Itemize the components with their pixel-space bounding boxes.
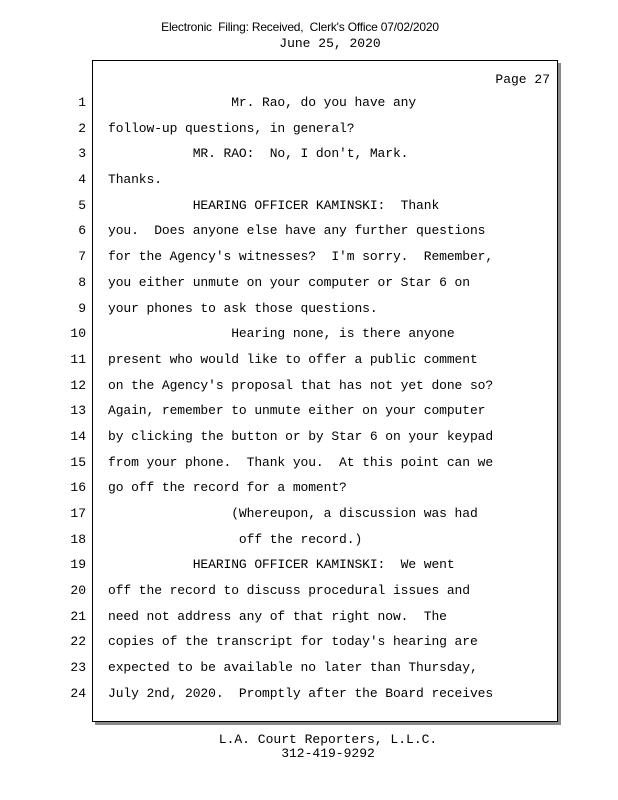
line-number: 9 [78,300,86,316]
page-number: Page 27 [495,72,550,87]
line-number: 6 [78,223,86,239]
line-number: 8 [78,274,86,290]
transcript-line: you. Does anyone else have any further questions [108,223,486,239]
transcript-line: from your phone. Thank you. At this point can we [108,454,494,470]
transcript-line: expected to be available no later than Thursday, [108,660,478,676]
transcript-line: go off the record for a moment? [108,480,347,496]
hearing-date: June 25, 2020 [279,36,381,51]
line-number: 2 [78,120,86,136]
transcript-line: Hearing none, is there anyone [108,326,455,342]
transcript-line: follow-up questions, in general? [108,120,355,136]
line-number: 16 [70,480,86,496]
line-number: 20 [70,583,86,599]
transcript-line: your phones to ask those questions. [108,300,378,316]
line-number: 12 [70,377,86,393]
transcript-line: July 2nd, 2020. Promptly after the Board receives [108,685,494,701]
transcript-line: on the Agency's proposal that has not yet done so? [108,377,494,393]
line-number: 21 [70,608,86,624]
footer [0,733,618,761]
line-number: 5 [78,197,86,213]
transcript-line: HEARING OFFICER KAMINSKI: Thank [108,197,440,213]
line-number: 11 [70,351,86,367]
line-number: 19 [70,557,86,573]
line-number: 4 [78,172,86,188]
transcript-line: MR. RAO: No, I don't, Mark. [108,146,409,162]
transcript-line: you either unmute on your computer or Star 6 on [108,274,470,290]
transcript-line: (Whereupon, a discussion was had [108,506,478,521]
line-number: 23 [70,660,86,676]
court-reporter-name: L.A. Court Reporters, L.L.C. [218,732,438,747]
line-number: 22 [70,634,86,650]
transcript-line: off the record.) [108,531,363,547]
transcript-line: copies of the transcript for today's hearing are [108,634,478,650]
line-number: 17 [70,506,86,521]
transcript-line: by clicking the button or by Star 6 on your keypad [108,428,494,444]
line-number: 13 [70,403,86,419]
line-number: 7 [78,249,86,265]
line-number: 10 [70,326,86,342]
transcript-line: Again, remember to unmute either on your computer [108,403,486,419]
transcript-line: Mr. Rao, do you have any [108,95,417,110]
transcript-line: off the record to discuss procedural issues and [108,583,470,599]
court-reporter-phone: 312-419-9292 [281,746,375,761]
electronic-filing-stamp: Electronic Filing: Received, Clerk's Office 07/02/2020 [161,20,439,34]
line-number: 24 [70,685,86,701]
transcript-line: Thanks. [108,172,162,188]
transcript-line: present who would like to offer a public comment [108,351,478,367]
transcript-body [108,90,553,707]
line-number: 15 [70,454,86,470]
line-number: 18 [70,531,86,547]
transcript-line: HEARING OFFICER KAMINSKI: We went [108,557,455,573]
line-number: 1 [78,95,86,110]
line-number: 14 [70,428,86,444]
line-number-column [50,90,86,707]
transcript-line: for the Agency's witnesses? I'm sorry. Remember, [108,249,494,265]
transcript-line: need not address any of that right now. The [108,608,447,624]
line-number: 3 [78,146,86,162]
